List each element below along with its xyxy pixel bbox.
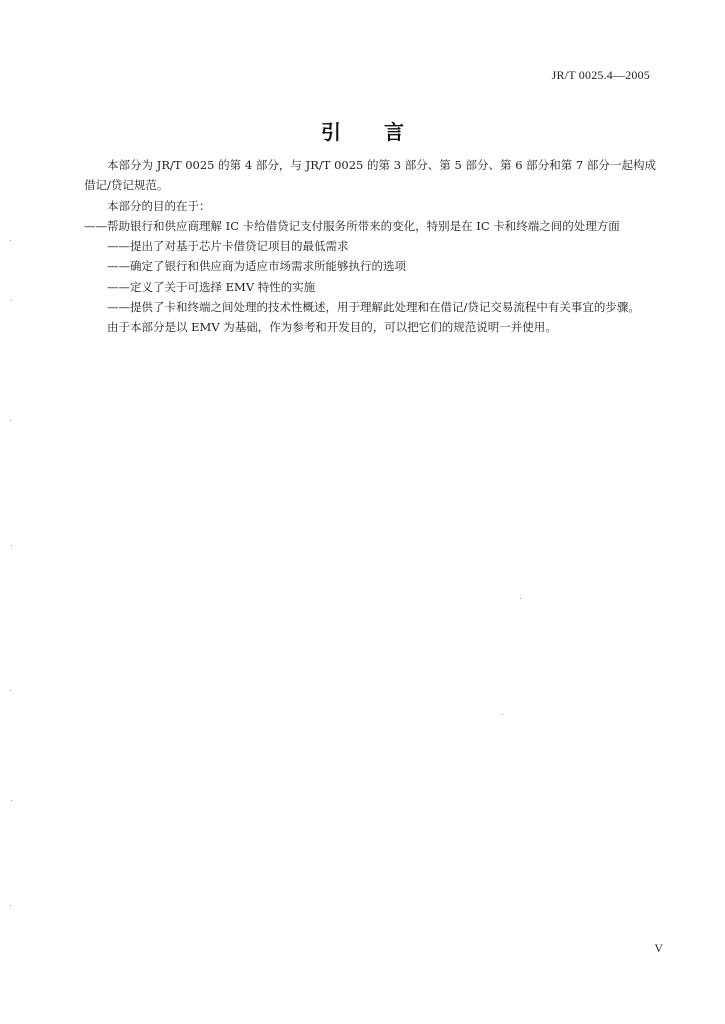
purpose-item: ——帮助银行和供应商理解 IC 卡给借贷记支付服务所带来的变化，特别是在 IC 卡和终端之间的处理方面 xyxy=(84,218,620,233)
scan-speck xyxy=(10,420,11,421)
page-title: 引 言 xyxy=(321,120,422,144)
scan-speck xyxy=(11,545,12,546)
paragraph-intro: 本部分为 JR/T 0025 的第 4 部分，与 JR/T 0025 的第 3 部分、第 5 部分、第 6 部分和第 7 部分一起构成借记/贷记规范。 xyxy=(84,158,656,193)
scan-speck xyxy=(10,905,11,906)
document-number: JR/T 0025.4—2005 xyxy=(551,68,650,82)
scan-speck xyxy=(502,714,503,715)
paragraph-purpose-heading: 本部分的目的在于： xyxy=(107,198,211,213)
scan-speck xyxy=(520,598,521,599)
scan-speck xyxy=(10,690,11,691)
page-number: V xyxy=(654,941,663,955)
purpose-item: ——提供了卡和终端之间处理的技术性概述，用于理解此处理和在借记/贷记交易流程中有关事宜的步骤。 xyxy=(107,300,640,315)
purpose-item: ——定义了关于可选择 EMV 特性的实施 xyxy=(107,279,316,294)
scan-speck xyxy=(11,300,12,301)
purpose-item: ——确定了银行和供应商为适应市场需求所能够执行的选项 xyxy=(107,259,406,274)
purpose-item: ——提出了对基于芯片卡借贷记项目的最低需求 xyxy=(107,239,349,254)
scan-speck xyxy=(10,240,11,241)
paragraph-closing: 由于本部分是以 EMV 为基础，作为参考和开发目的，可以把它们的规范说明一并使用。 xyxy=(107,320,557,335)
body-text xyxy=(84,155,656,338)
scan-speck xyxy=(11,800,12,801)
